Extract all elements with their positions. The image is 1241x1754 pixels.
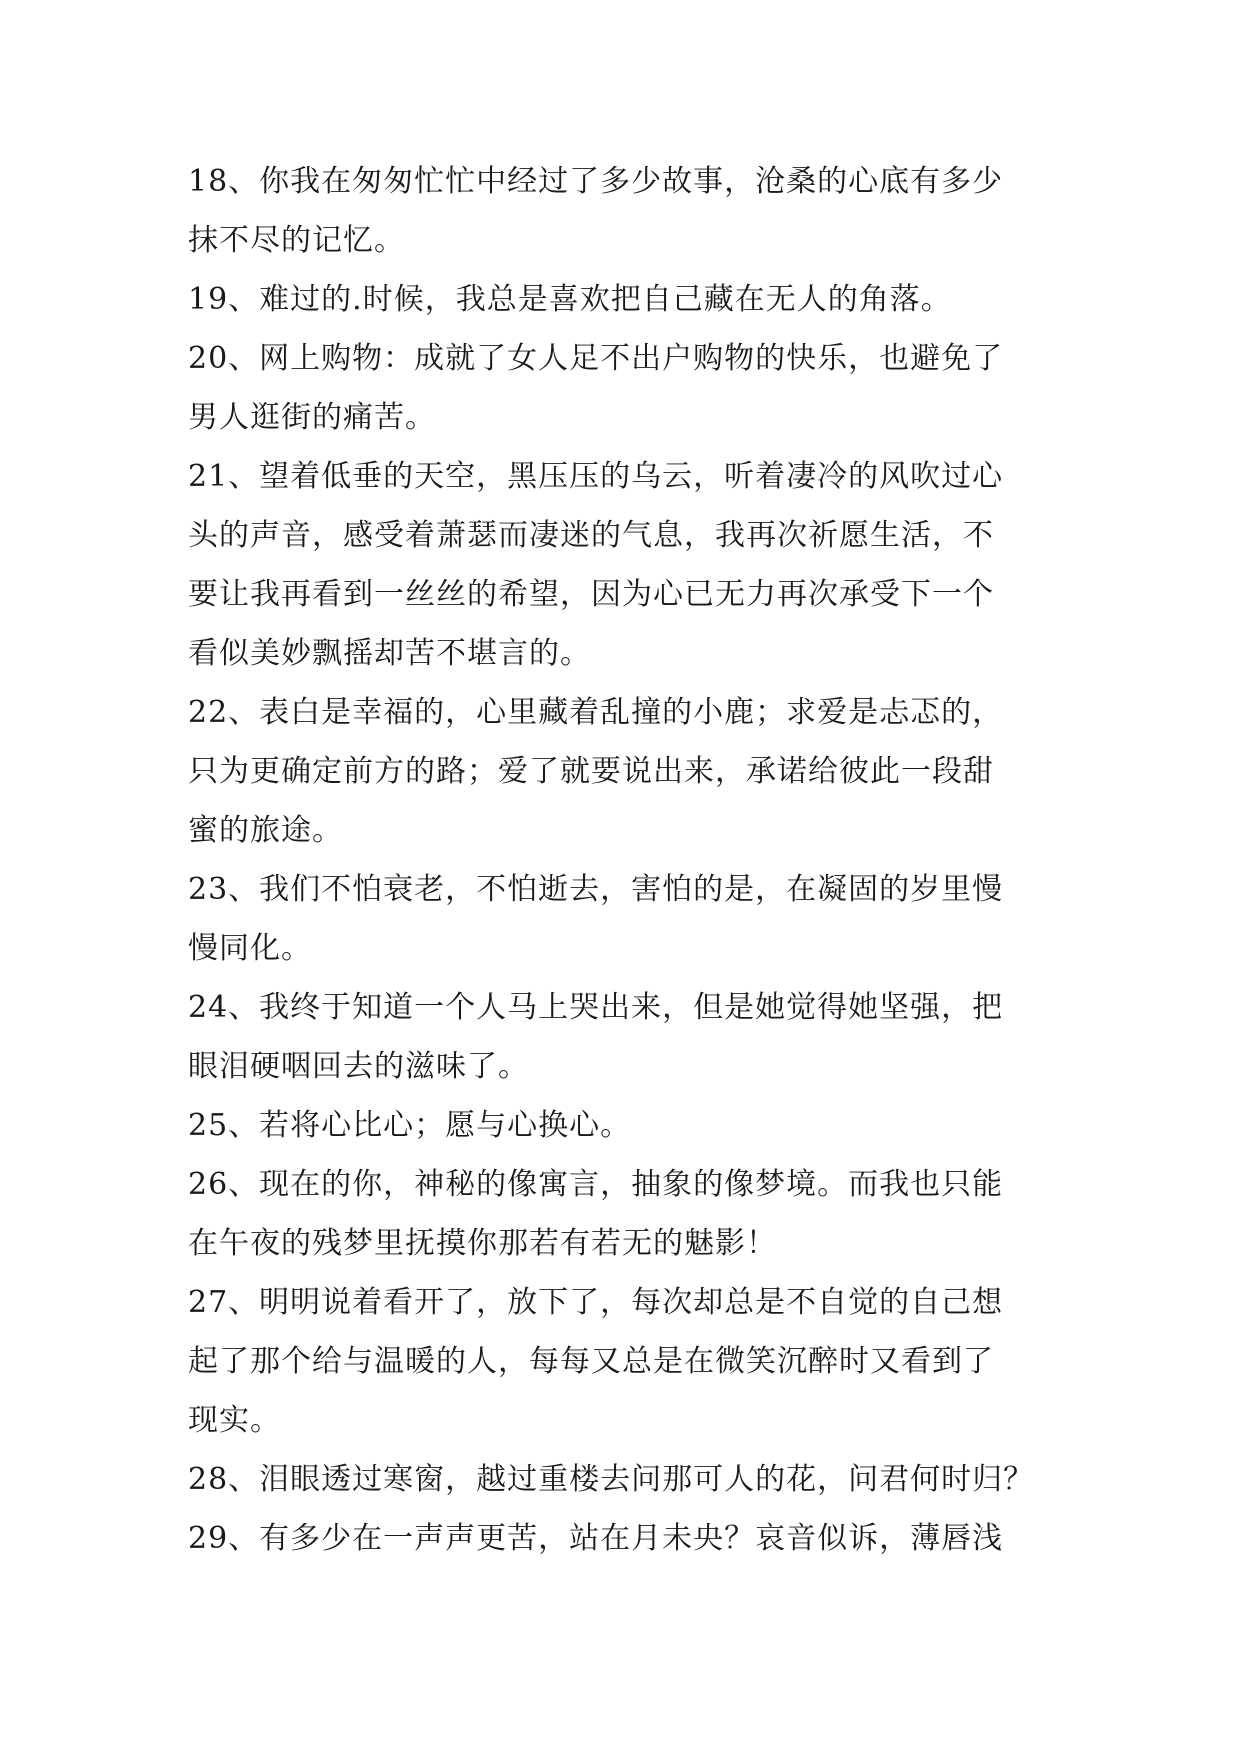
text-line-13: 23、我们不怕衰老，不怕逝去，害怕的是，在凝固的岁里慢 bbox=[188, 872, 1004, 907]
text-line-24: 29、有多少在一声声更苦，站在月未央？哀音似诉，薄唇浅 bbox=[188, 1521, 1004, 1556]
text-line-20: 27、明明说着看开了，放下了，每次却总是不自觉的自己想 bbox=[188, 1285, 1004, 1320]
text-line-6: 21、望着低垂的天空，黑压压的乌云，听着凄冷的风吹过心 bbox=[188, 459, 1004, 494]
text-line-11: 只为更确定前方的路；爱了就要说出来，承诺给彼此一段甜 bbox=[188, 754, 994, 789]
text-line-1: 18、你我在匆匆忙忙中经过了多少故事，沧桑的心底有多少 bbox=[188, 164, 1004, 199]
text-line-3: 19、难过的.时候，我总是喜欢把自己藏在无人的角落。 bbox=[188, 282, 952, 317]
text-line-16: 眼泪硬咽回去的滋味了。 bbox=[188, 1049, 529, 1084]
text-line-7: 头的声音，感受着萧瑟而凄迷的气息，我再次祈愿生活，不 bbox=[188, 518, 994, 553]
text-line-22: 现实。 bbox=[188, 1403, 281, 1438]
text-line-8: 要让我再看到一丝丝的希望，因为心已无力再次承受下一个 bbox=[188, 577, 994, 612]
text-line-5: 男人逛街的痛苦。 bbox=[188, 400, 436, 435]
text-line-17: 25、若将心比心；愿与心换心。 bbox=[188, 1108, 632, 1143]
text-line-12: 蜜的旅途。 bbox=[188, 813, 343, 848]
text-line-21: 起了那个给与温暖的人，每每又总是在微笑沉醉时又看到了 bbox=[188, 1344, 994, 1379]
text-line-14: 慢同化。 bbox=[188, 931, 312, 966]
text-line-23: 28、泪眼透过寒窗，越过重楼去问那可人的花，问君何时归？ bbox=[188, 1462, 1035, 1497]
text-line-10: 22、表白是幸福的，心里藏着乱撞的小鹿；求爱是忐忑的， bbox=[188, 695, 1004, 730]
document-body bbox=[188, 152, 1068, 1568]
text-line-15: 24、我终于知道一个人马上哭出来，但是她觉得她坚强，把 bbox=[188, 990, 1004, 1025]
text-line-18: 26、现在的你，神秘的像寓言，抽象的像梦境。而我也只能 bbox=[188, 1167, 1004, 1202]
text-line-9: 看似美妙飘摇却苦不堪言的。 bbox=[188, 636, 591, 671]
text-line-19: 在午夜的残梦里抚摸你那若有若无的魅影！ bbox=[188, 1226, 777, 1261]
text-line-4: 20、网上购物：成就了女人足不出户购物的快乐，也避免了 bbox=[188, 341, 1004, 376]
text-line-2: 抹不尽的记忆。 bbox=[188, 223, 405, 258]
